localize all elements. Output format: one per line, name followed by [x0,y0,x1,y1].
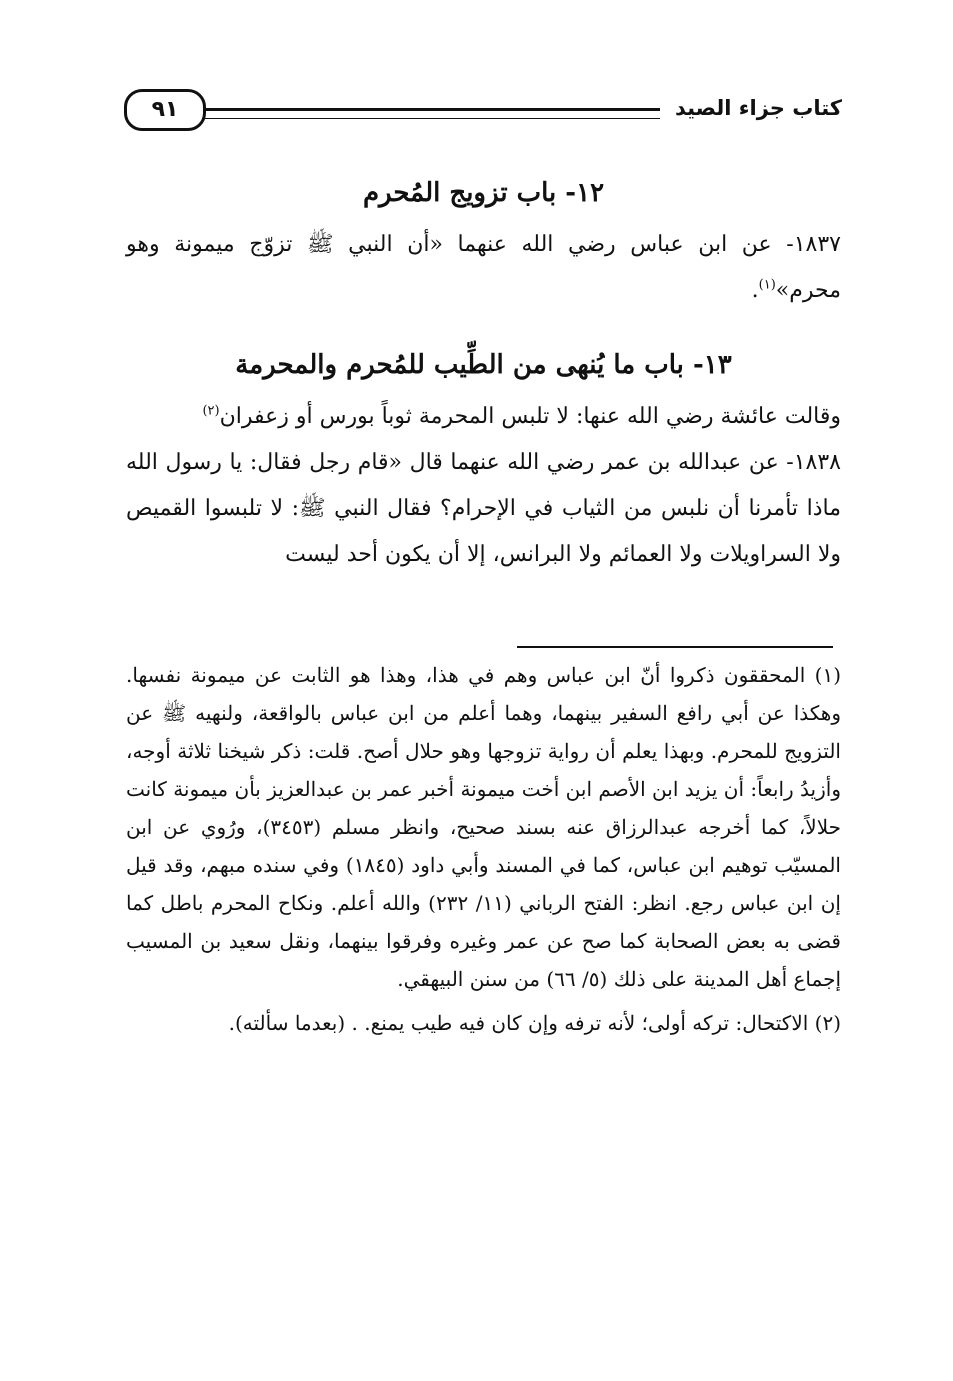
footnote-1: (١) المحققون ذكروا أنّ ابن عباس وهم في هذا، وهذا هو الثابت عن ميمونة نفسها. وهكذا عن أبي رافع السفير بينهما، وهما أعلم من ابن عباس بالواقعة، ولنهيه ﷺ عن التزويج للمحرم. وبهذا يعلم أن رواية تزوجها وهو حلال أصح. قلت: ذكر شيخنا ثلاثة أوجه، وأزيدُ رابعاً: أن يزيد ابن الأصم ابن أخت ميمونة أخبر عمر بن عبدالعزيز بأن ميمونة كانت حلالاً، كما أخرجه عبدالرزاق عنه بسند صحيح، وانظر مسلم (٣٤٥٣)، ورُوي عن ابن المسيّب توهيم ابن عباس، كما في المسند وأبي داود (١٨٤٥) وفي سنده مبهم، وقد قيل إن ابن عباس رجع. انظر: الفتح الرباني (١١/ ٢٣٢) والله أعلم. ونكاح المحرم باطل كما قضى به بعض الصحابة كما صح عن عمر وغيره وفرقوا بينهما، ونقل سعيد بن المسيب إجماع أهل المدينة على ذلك (٥/ ٦٦) من سنن البيهقي. [126,663,842,991]
page-number-badge: ٩١ [124,89,206,131]
page-header [124,86,842,132]
footnote-ref-2: (٢) [202,403,220,419]
aisha-quote [126,394,841,440]
main-text [126,168,841,578]
footnote-2: (٢) الاكتحال: تركه أولى؛ لأنه ترفه وإن كان فيه طيب يمنع. . (بعدما سألته). [228,1011,841,1035]
running-head-title: كتاب جزاء الصيد [674,96,842,120]
chapter-heading-13: ١٣- باب ما يُنهى من الطِّيب للمُحرم والمحرمة [235,350,732,380]
footnotes [126,656,841,1042]
hadith-1837 [126,222,841,314]
aisha-quote-text: وقالت عائشة رضي الله عنها: لا تلبس المحرمة ثوباً بورس أو زعفران [219,404,841,429]
footnote-separator [517,646,833,648]
hadith-1837-text: ١٨٣٧- عن ابن عباس رضي الله عنهما «أن النبي ﷺ تزوّج ميمونة وهو محرم» [126,232,841,303]
hadith-1837-period: . [751,278,759,303]
footnote-ref-1: (١) [758,277,776,293]
chapter-heading-12: ١٢- باب تزويج المُحرم [362,178,605,208]
header-rule [198,108,660,119]
hadith-1838: ١٨٣٨- عن عبدالله بن عمر رضي الله عنهما قال «قام رجل فقال: يا رسول الله ماذا تأمرنا أن نلبس من الثياب في الإحرام؟ فقال النبي ﷺ: لا تلبسوا القميص ولا السراويلات ولا العمائم ولا البرانس، إلا أن يكون أحد ليست [126,450,841,567]
